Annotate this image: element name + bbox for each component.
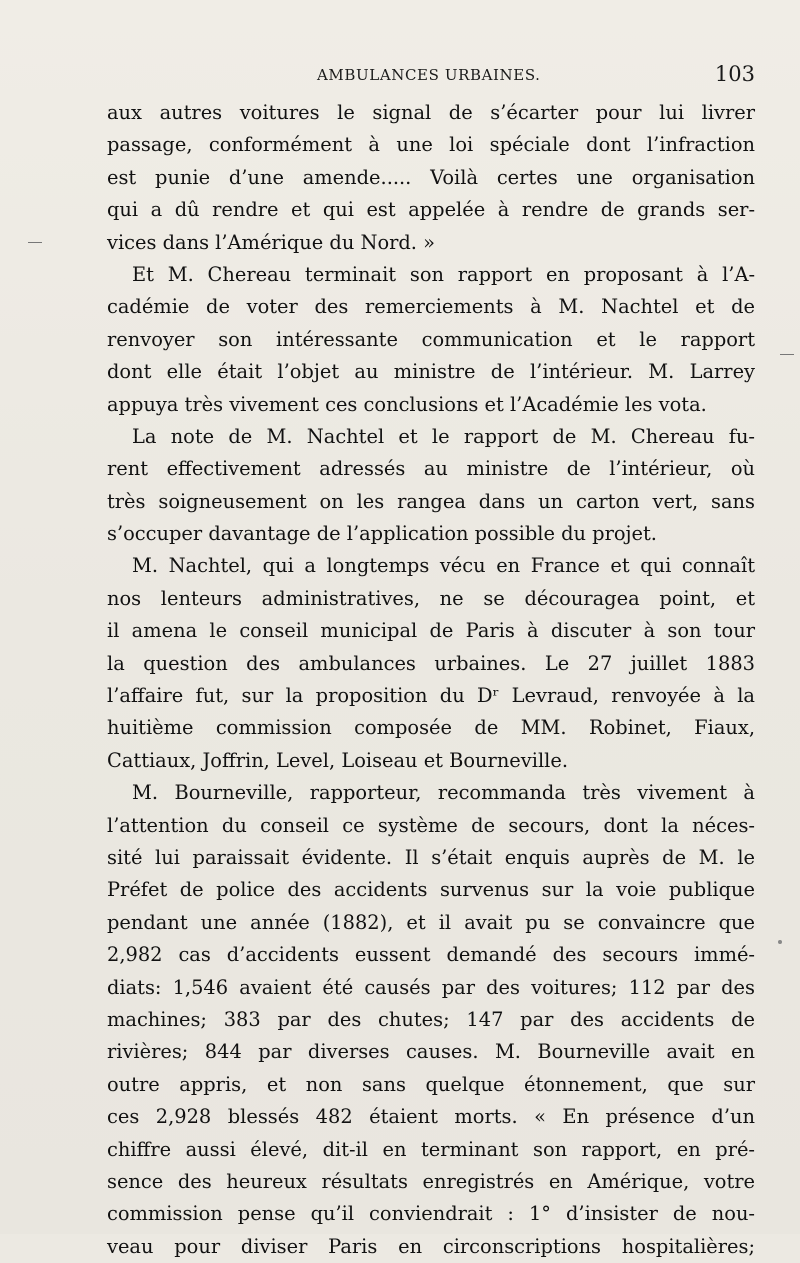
text-line: vices dans l’Amérique du Nord. »	[107, 230, 436, 254]
text-line: l’attention du conseil ce système de secours, dont la néces-	[107, 813, 755, 837]
text-line: nos lenteurs administratives, ne se découragea point, et	[107, 586, 755, 610]
text-line: renvoyer son intéressante communication et le rapport	[107, 327, 755, 351]
text-line: ces 2,928 blessés 482 étaient morts. « En présence d’un	[107, 1105, 755, 1129]
text-line: pendant une année (1882), et il avait pu se convaincre que	[107, 910, 755, 934]
text-line: l’affaire fut, sur la proposition du Dʳ Levraud, renvoyée à la	[107, 684, 755, 708]
text-line: commission pense qu’il conviendrait : 1° d’insister de nou-	[107, 1202, 755, 1226]
text-line: la question des ambulances urbaines. Le 27 juillet 1883	[107, 651, 755, 675]
text-line: M. Bourneville, rapporteur, recommanda très vivement à	[132, 781, 755, 805]
text-line: dont elle était l’objet au ministre de l’intérieur. M. Larrey	[107, 360, 755, 384]
margin-tick-mark	[28, 242, 42, 243]
text-line: rent effectivement adressés au ministre de l’intérieur, où	[107, 457, 755, 481]
text-line: aux autres voitures le signal de s’écarter pour lui livrer	[107, 101, 755, 124]
running-head: AMBULANCES URBAINES.	[317, 66, 541, 84]
body-text	[107, 97, 755, 1263]
text-line: Et M. Chereau terminait son rapport en proposant à l’A-	[132, 262, 755, 286]
text-line: huitième commission composée de MM. Robinet, Fiaux,	[107, 716, 755, 740]
text-line: 2,982 cas d’accidents eussent demandé des secours immé-	[107, 943, 755, 967]
text-line: passage, conformément à une loi spéciale dont l’infraction	[107, 133, 755, 157]
text-line: La note de M. Nachtel et le rapport de M. Chereau fu-	[132, 424, 755, 448]
text-line: Préfet de police des accidents survenus sur la voie publique	[107, 878, 755, 902]
text-line: appuya très vivement ces conclusions et l’Académie les vota.	[107, 392, 707, 416]
text-line: est punie d’une amende..... Voilà certes une organisation	[107, 165, 755, 189]
margin-tick-mark	[778, 940, 782, 944]
text-line: s’occuper davantage de l’application possible du projet.	[107, 522, 657, 546]
text-line: sence des heureux résultats enregistrés en Amérique, votre	[107, 1169, 755, 1193]
page-header	[105, 62, 755, 92]
text-line: outre appris, et non sans quelque étonnement, que sur	[107, 1072, 755, 1096]
text-line: sité lui paraissait évidente. Il s’était enquis auprès de M. le	[107, 845, 755, 869]
text-line: veau pour diviser Paris en circonscriptions hospitalières;	[107, 1234, 755, 1258]
text-line: cadémie de voter des remerciements à M. Nachtel et de	[107, 295, 755, 319]
text-line: machines; 383 par des chutes; 147 par des accidents de	[107, 1007, 755, 1031]
text-line: chiffre aussi élevé, dit-il en terminant son rapport, en pré-	[107, 1137, 755, 1161]
text-line: diats: 1,546 avaient été causés par des voitures; 112 par des	[107, 975, 755, 999]
text-line: rivières; 844 par diverses causes. M. Bourneville avait en	[107, 1040, 755, 1064]
margin-tick-mark	[780, 354, 794, 355]
text-line: qui a dû rendre et qui est appelée à rendre de grands ser-	[107, 198, 755, 222]
text-line: très soigneusement on les rangea dans un carton vert, sans	[107, 489, 755, 513]
text-line: M. Nachtel, qui a longtemps vécu en France et qui connaît	[132, 554, 755, 578]
page-number: 103	[714, 62, 755, 86]
text-line: Cattiaux, Joffrin, Level, Loiseau et Bourneville.	[107, 748, 568, 772]
text-line: il amena le conseil municipal de Paris à discuter à son tour	[107, 619, 755, 643]
